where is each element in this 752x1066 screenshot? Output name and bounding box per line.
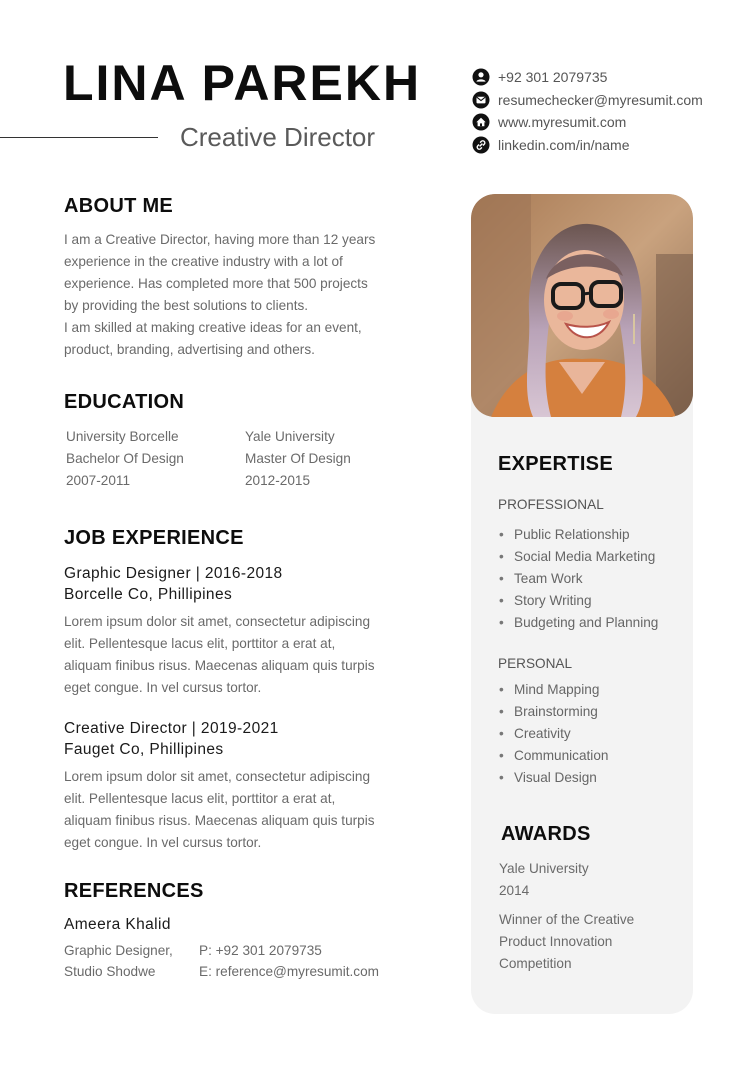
award-school-name: Yale University	[499, 861, 589, 876]
mail-icon	[472, 91, 490, 109]
job-desc-line: elit. Pellentesque lacus elit, porttitor a erat at,	[64, 636, 336, 651]
skill-item: • Team Work	[498, 568, 658, 590]
about-line: I am skilled at making creative ideas for an event,	[64, 320, 362, 335]
contact-website-text: www.myresumit.com	[498, 114, 627, 131]
job-description	[64, 766, 424, 854]
contact-linkedin	[472, 134, 703, 157]
skill-item: • Creativity	[498, 723, 608, 745]
contact-linkedin-text: linkedin.com/in/name	[498, 136, 630, 153]
education-degree: Master Of Design	[245, 451, 351, 466]
education-years: 2012-2015	[245, 473, 311, 488]
award-line: Winner of the Creative	[499, 912, 635, 927]
job-entry	[64, 718, 424, 854]
education-entry	[245, 426, 351, 492]
job-desc-line: elit. Pellentesque lacus elit, porttitor a erat at,	[64, 791, 336, 806]
education-degree: Bachelor Of Design	[66, 451, 184, 466]
title-divider	[0, 137, 158, 138]
job-entry	[64, 563, 424, 699]
profile-photo	[471, 194, 693, 417]
expertise-heading: EXPERTISE	[498, 453, 613, 475]
job-desc-line: aliquam finibus risus. Maecenas aliquam quis turpis	[64, 658, 375, 673]
education-heading: EDUCATION	[64, 391, 185, 413]
skill-item: • Budgeting and Planning	[498, 612, 658, 634]
reference-position: Graphic Designer,	[64, 943, 173, 958]
award-school	[499, 858, 589, 902]
professional-label: PROFESSIONAL	[498, 497, 604, 512]
about-heading: ABOUT ME	[64, 195, 174, 217]
about-line: I am a Creative Director, having more than 12 years	[64, 232, 376, 247]
contact-phone	[472, 66, 703, 89]
job-company: Fauget Co, Phillipines	[64, 741, 224, 758]
reference-phone: P: +92 301 2079735	[199, 943, 322, 958]
person-icon	[472, 68, 490, 86]
job-desc-line: Lorem ipsum dolor sit amet, consectetur adipiscing	[64, 769, 370, 784]
education-school: University Borcelle	[66, 429, 179, 444]
about-line: experience in the creative industry with a lot of	[64, 254, 343, 269]
personal-skills-list	[498, 679, 608, 789]
skill-item: • Social Media Marketing	[498, 546, 658, 568]
job-description	[64, 611, 424, 699]
references-heading: REFERENCES	[64, 880, 204, 902]
professional-skills-list	[498, 524, 658, 634]
contact-email-text: resumechecker@myresumit.com	[498, 91, 703, 108]
resume-name: LINA PAREKH	[63, 55, 422, 111]
skill-item: • Public Relationship	[498, 524, 658, 546]
job-desc-line: eget congue. In vel cursus tortor.	[64, 680, 262, 695]
about-line: experience. Has completed more that 500 projects	[64, 276, 368, 291]
job-desc-line: eget congue. In vel cursus tortor.	[64, 835, 262, 850]
job-company: Borcelle Co, Phillipines	[64, 586, 233, 603]
reference-name: Ameera Khalid	[64, 916, 171, 933]
reference-email: E: reference@myresumit.com	[199, 964, 379, 979]
award-year: 2014	[499, 883, 530, 898]
reference-details	[64, 940, 173, 982]
contact-list	[472, 66, 703, 156]
award-line: Product Innovation	[499, 934, 613, 949]
contact-email	[472, 89, 703, 112]
job-desc-line: aliquam finibus risus. Maecenas aliquam quis turpis	[64, 813, 375, 828]
reference-contact	[199, 940, 379, 982]
skill-item: • Mind Mapping	[498, 679, 608, 701]
education-years: 2007-2011	[66, 473, 130, 488]
experience-heading: JOB EXPERIENCE	[64, 527, 244, 549]
about-line: by providing the best solutions to clients.	[64, 298, 309, 313]
personal-label: PERSONAL	[498, 656, 573, 671]
award-description	[499, 909, 634, 975]
contact-website	[472, 111, 703, 134]
skill-item: • Brainstorming	[498, 701, 608, 723]
about-text	[64, 229, 424, 361]
reference-company: Studio Shodwe	[64, 964, 156, 979]
award-line: Competition	[499, 956, 572, 971]
education-school: Yale University	[245, 429, 335, 444]
link-icon	[472, 136, 490, 154]
job-desc-line: Lorem ipsum dolor sit amet, consectetur adipiscing	[64, 614, 370, 629]
skill-item: • Communication	[498, 745, 608, 767]
about-line: product, branding, advertising and others.	[64, 342, 315, 357]
home-icon	[472, 113, 490, 131]
contact-phone-text: +92 301 2079735	[498, 69, 608, 86]
education-entry	[66, 426, 184, 492]
job-title: Creative Director	[180, 122, 376, 152]
job-role: Graphic Designer | 2016-2018	[64, 565, 283, 582]
skill-item: • Visual Design	[498, 767, 608, 789]
awards-heading: AWARDS	[501, 823, 591, 845]
skill-item: • Story Writing	[498, 590, 658, 612]
job-role: Creative Director | 2019-2021	[64, 720, 279, 737]
